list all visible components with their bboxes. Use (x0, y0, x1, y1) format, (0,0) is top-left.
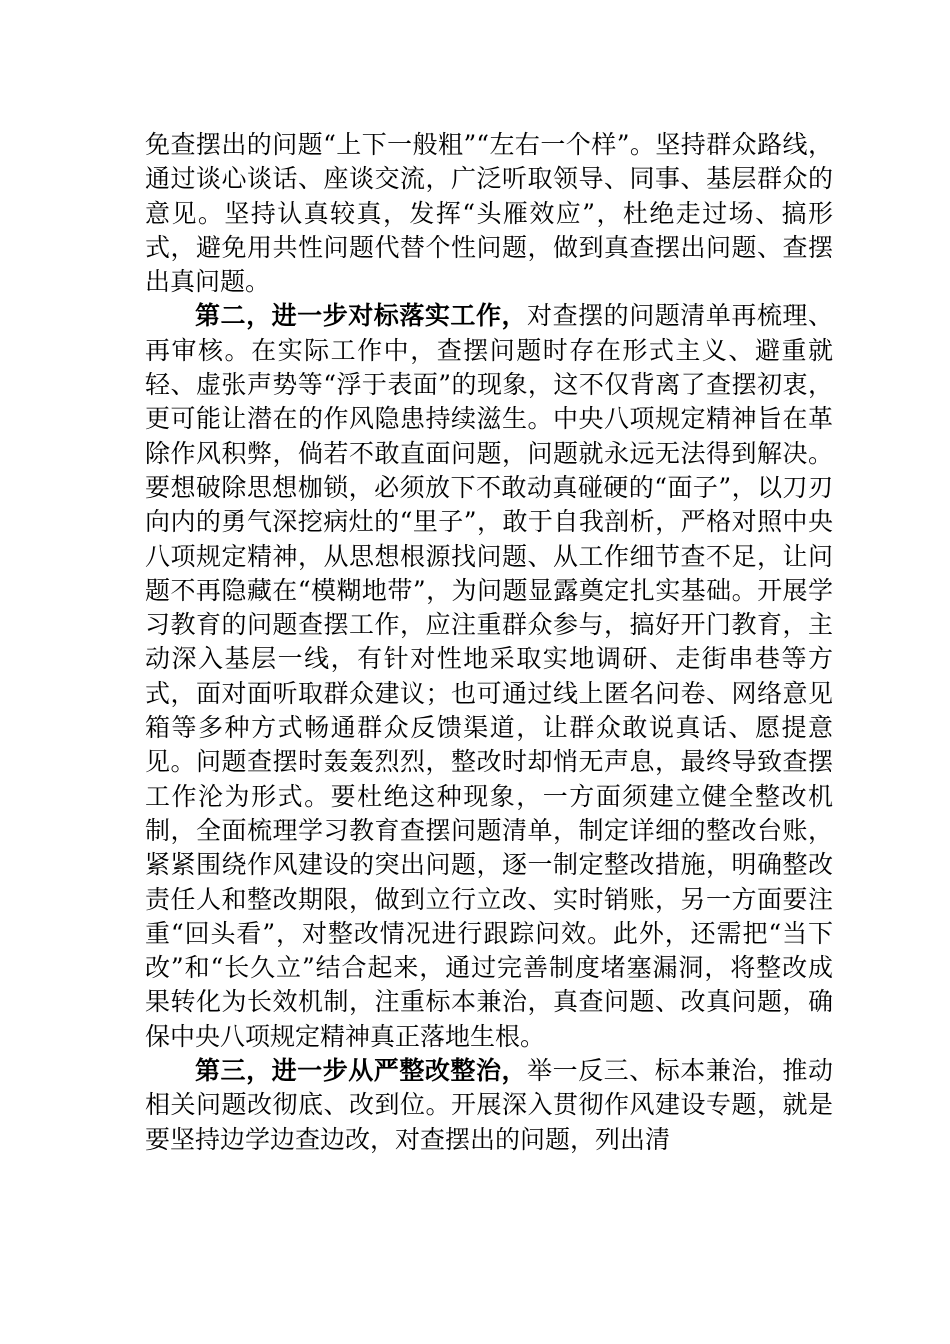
paragraph-1 (145, 128, 833, 299)
paragraph-2 (145, 299, 833, 1054)
paragraph-2-lead: 第二，进一步对标落实工作， (195, 301, 528, 331)
document-body (145, 128, 833, 1157)
paragraph-3-lead: 第三，进一步从严整改整治， (195, 1056, 528, 1086)
paragraph-3-text: 举一反三、标本兼治，推动相关问题改彻底、改到位。开展深入贯彻作风建设专题，就是要坚持边学边查边改，对查摆出的问题，列出清 (145, 1056, 833, 1154)
paragraph-2-text: 对查摆的问题清单再梳理、再审核。在实际工作中，查摆问题时存在形式主义、避重就轻、虚张声势等“浮于表面”的现象，这不仅背离了查摆初衷，更可能让潜在的作风隐患持续滋生。中央八项规定精神旨在革除作风积弊，倘若不敢直面问题，问题就永远无法得到解决。要想破除思想枷锁，必须放下不敢动真碰硬的“面子”，以刀刃向内的勇气深挖病灶的“里子”，敢于自我剖析，严格对照中央八项规定精神，从思想根源找问题、从工作细节查不足，让问题不再隐藏在“模糊地带”，为问题显露奠定扎实基础。开展学习教育的问题查摆工作，应注重群众参与，搞好开门教育，主动深入基层一线，有针对性地采取实地调研、走街串巷等方式，面对面听取群众建议；也可通过线上匿名问卷、网络意见箱等多种方式畅通群众反馈渠道，让群众敢说真话、愿提意见。问题查摆时轰轰烈烈，整改时却悄无声息，最终导致查摆工作沦为形式。要杜绝这种现象，一方面须建立健全整改机制，全面梳理学习教育查摆问题清单，制定详细的整改台账，紧紧围绕作风建设的突出问题，逐一制定整改措施，明确整改责任人和整改期限，做到立行立改、实时销账，另一方面要注重“回头看”，对整改情况进行跟踪问效。此外，还需把“当下改”和“长久立”结合起来，通过完善制度堵塞漏洞，将整改成果转化为长效机制，注重标本兼治，真查问题、改真问题，确保中央八项规定精神真正落地生根。 (145, 301, 833, 1051)
paragraph-3 (145, 1054, 833, 1157)
paragraph-1-text: 免查摆出的问题“上下一般粗”“左右一个样”。坚持群众路线，通过谈心谈话、座谈交流，广泛听取领导、同事、基层群众的意见。坚持认真较真，发挥“头雁效应”，杜绝走过场、搞形式，避免用共性问题代替个性问题，做到真查摆出问题、查摆出真问题。 (145, 130, 833, 297)
